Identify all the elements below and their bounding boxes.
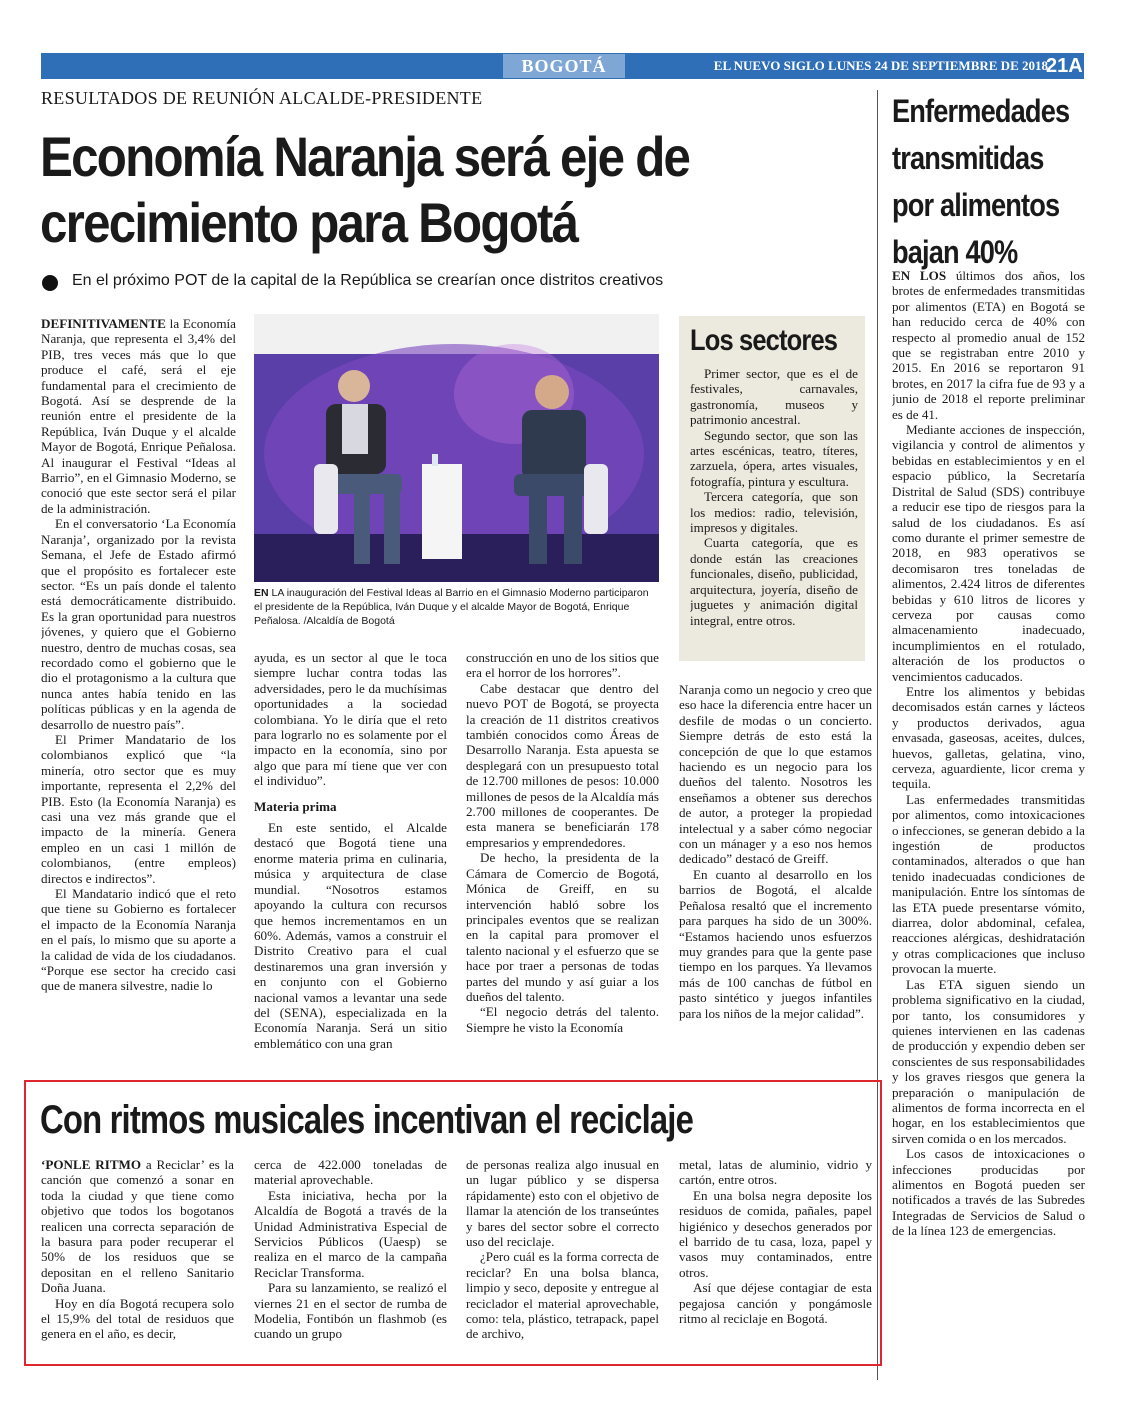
main-column-2 xyxy=(254,650,447,1064)
paragraph-text: Cabe destacar que dentro del nuevo POT de Bogotá, se proyecta la creación de 11 distritos creativos también conocidos como Áreas de Desarrollo Naranja. Esta apuesta se desplegará con un presupuesto total de 12.700 millones de pesos: 10.000 millones de pesos de la Alcaldía más 2.700 millones de cooperantes. De esta manera se beneficiarán 178 empresarios y emprendedores. xyxy=(466,680,659,850)
sidebar-title: Los sectores xyxy=(690,324,838,357)
publication-date: EL NUEVO SIGLO LUNES 24 DE SEPTIEMBRE DE 2018 xyxy=(713,58,1048,73)
paragraph xyxy=(466,850,659,1004)
paragraph xyxy=(679,1157,872,1188)
lead-in: DEFINITIVAMENTE xyxy=(41,316,166,331)
bottom-article-headline: Con ritmos musicales incentivan el reciclaje xyxy=(40,1098,694,1142)
article-headline: Economía Naranja será eje de crecimiento para Bogotá xyxy=(40,125,690,254)
paragraph-text: En cuanto al desarrollo en los barrios de Bogotá, el alcalde Peñalosa resaltó que el incremento para parques ha sido de un 300%. “Estamos haciendo unos esfuerzos muy grandes para que la gente pase tiempo en los parques. Ya llevamos más de 100 canchas de fútbol en pasto sintético y juegos infantiles para los niños de la mejor calidad”. xyxy=(679,866,872,1021)
paragraph-text: En el conversatorio ‘La Economía Naranja’, organizado por la revista Semana, el Jefe de Estado afirmó que el propósito es fortalecer este sector. “Es un país donde el talento está democráticamente distribuido. Es la gran oportunidad para nuestros jóvenes, y quiero que el Gobierno nuestro, dentro de muchas cosas, sea recordado como el gobierno que le dio el protagonismo a la cultura que nunca antes había tenido en las políticas públicas y en la agenda de desarrollo de nuestro país”. xyxy=(41,516,236,732)
paragraph xyxy=(254,1157,447,1188)
article-photo xyxy=(254,314,659,582)
main-column-4 xyxy=(679,682,872,1064)
paragraph xyxy=(466,1249,659,1341)
sidebar-paragraph: Primer sector, que es el de festivales, carnavales, gastronomía, museos y patrimonio ancestral. xyxy=(690,366,858,428)
paragraph-text: Para su lanzamiento, se realizó el viernes 21 en el sector de rumba de Modelia, Fontibón un flashmob (es cuando un grupo xyxy=(254,1280,447,1342)
sidebar-body xyxy=(690,366,858,656)
paragraph-text: metal, latas de aluminio, vidrio y cartón, entre otros. xyxy=(679,1157,872,1188)
paragraph xyxy=(254,1188,447,1280)
paragraph xyxy=(41,886,236,994)
paragraph-text: Las ETA siguen siendo un problema significativo en la ciudad, por tanto, los consumidores y quienes intervienen en las cadenas de producción y expendio deben ser conscientes de sus responsabilidades y los graves riesgos que genera la preparación o manipulación de alimentos de forma incorrecta en el hogar, en los establecimientos que sirven comida o en los mercados. xyxy=(892,976,1085,1146)
paragraph-text: En una bolsa negra deposite los residuos de comida, pañales, papel higiénico y desechos generados por el barrido de tu casa, loza, papel y vasos muy contaminados, entre otros. xyxy=(679,1187,872,1280)
paragraph-text: En este sentido, el Alcalde destacó que Bogotá tiene una enorme materia prima en culinaria, música y arquitectura de clase mundial. “Nosotros estamos apoyando la cultura con recursos que hemos incrementamos en un 60%. Además, vamos a construir el Distrito Creativo para el cual destinaremos una gran inversión y en conjunto con el Gobierno nacional vamos a levantar una sede del (SENA), especializada en la Economía Naranja. Será un sitio emblemático con una gran xyxy=(254,820,447,1051)
bottom-column-4 xyxy=(679,1157,872,1357)
paragraph xyxy=(892,422,1085,684)
bullet-icon xyxy=(42,275,58,291)
lead-in: ‘PONLE RITMO xyxy=(41,1157,142,1172)
right-article-headline: Enfermedades transmitidas por alimentos bajan 40% xyxy=(892,93,1070,270)
paragraph xyxy=(466,1004,659,1035)
paragraph xyxy=(254,820,447,1051)
paragraph-text: construcción en uno de los sitios que era el horror de los horrores”. xyxy=(466,650,659,681)
paragraph xyxy=(679,1280,872,1326)
paragraph xyxy=(466,650,659,681)
paragraph-text: la Economía Naranja, que representa el 3,4% del PIB, tres veces más que lo que produce el café, será el eje fundamental para el crecimiento de Bogotá. Así se desprende de la reunión entre el presidente de la República, Iván Duque y el alcalde Mayor de Bogotá, Enrique Peñalosa. Al inaugurar el Festival “Ideas al Barrio”, en el Gimnasio Moderno, se conoció que este sector será el pilar de la administración. xyxy=(41,316,236,516)
paragraph xyxy=(679,867,872,1021)
sidebar-paragraph: Tercera categoría, que son los medios: radio, televisión, impresos y digitales. xyxy=(690,489,858,536)
article-subhead: En el próximo POT de la capital de la República se crearían once distritos creativos xyxy=(72,272,664,289)
main-column-1 xyxy=(41,316,236,1064)
paragraph xyxy=(892,792,1085,977)
paragraph-text: El Primer Mandatario de los colombianos explicó que “la minería, otro sector que es muy importante, representa el 2,2% del PIB. Esto (la Economía Naranja) es casi una vez más grande que el impacto de la minería. Genera empleo en un casi 1 millón de colombianos, (entre empleos) directos e indirectos”. xyxy=(41,731,236,886)
paragraph-text: Los casos de intoxicaciones o infecciones producidas por alimentos en Bogotá pueden ser notificados a través de las Subredes Integradas de Servicios de Salud o de la línea 123 de emergencias. xyxy=(892,1146,1085,1239)
paragraph xyxy=(254,1280,447,1342)
paragraph-text: Esta iniciativa, hecha por la Alcaldía de Bogotá a través de la Unidad Administrativa Especial de Servicios Públicos (Uaesp) se realiza en el marco de la campaña Reciclar Transforma. xyxy=(254,1187,447,1280)
paragraph xyxy=(41,732,236,886)
paragraph-text: cerca de 422.000 toneladas de material aprovechable. xyxy=(254,1157,447,1188)
paragraph xyxy=(892,977,1085,1146)
paragraph xyxy=(254,650,447,789)
sidebar-paragraph: Cuarta categoría, que es donde están las creaciones funcionales, diseño, publicidad, arquitectura, joyería, diseño de juguetes y animación digital integral, entre otros. xyxy=(690,535,858,628)
sidebar-paragraph: Segundo sector, que son las artes escénicas, teatro, títeres, zarzuela, ópera, artes visuales, fotografía, pintura y escultura. xyxy=(690,427,858,489)
bottom-column-1 xyxy=(41,1157,234,1357)
bottom-column-3 xyxy=(466,1157,659,1357)
paragraph-text: El Mandatario indicó que el reto que tiene su Gobierno es fortalecer el impacto de la Economía Naranja en el país, lo mismo que su aporte a la calidad de vida de los ciudadanos. “Porque ese sector ha crecido casi que de manera silvestre, nadie lo xyxy=(41,886,236,994)
bottom-column-2 xyxy=(254,1157,447,1357)
paragraph-text: Las enfermedades transmitidas por alimentos, como intoxicaciones o infecciones, se generan debido a la ingestión de productos contaminados, alterados o que han tenido inadecuadas condiciones de manipulación. Entre los síntomas de las ETA puede presentarse vómito, diarrea, dolor abdominal, cefalea, reacciones alérgicas, deshidratación y otras complicaciones que incluso provocan la muerte. xyxy=(892,791,1085,977)
paragraph-text: ayuda, es un sector al que le toca siempre luchar contra todas las adversidades, pero le da muchísimas oportunidades a la sociedad colombiana. Yo le diría que el reto para lograrlo no es solamente por el impacto en la economía, sino por algo que para mí tiene que ver con el individuo”. xyxy=(254,650,447,789)
paragraph xyxy=(679,682,872,867)
paragraph-text: Hoy en día Bogotá recupera solo el 15,9% del total de residuos que genera en el año, es decir, xyxy=(41,1295,234,1342)
paragraph-text: ¿Pero cuál es la forma correcta de reciclar? En una bolsa blanca, limpio y seco, deposite y entregue al reciclador el material aprovechable, como: tela, plástico, tetrapack, papel de archivo, xyxy=(466,1249,659,1342)
photo-illustration xyxy=(254,314,659,582)
caption-lead: EN xyxy=(254,587,269,599)
paragraph-text: Así que déjese contagiar de esta pegajosa canción y pongámosle ritmo al reciclaje en Bogotá. xyxy=(679,1280,872,1327)
paragraph-text: De hecho, la presidenta de la Cámara de Comercio de Bogotá, Mónica de Greiff, en su intervención habló sobre los principales eventos que se realizan en la capital para promover el talento nacional y el esfuerzo que se hace por traer a personas de todas partes del mundo y así guiar a los dueños del talento. xyxy=(466,850,659,1004)
paragraph-text: de personas realiza algo inusual en un lugar público y se dispersa rápidamente) esto con el objetivo de llamar la atención de los transeúntes y bares del sector sobre el correcto uso del reciclaje. xyxy=(466,1157,659,1250)
paragraph-text: “El negocio detrás del talento. Siempre he visto la Economía xyxy=(466,1004,659,1035)
paragraph-text: Mediante acciones de inspección, vigilancia y control de alimentos y bebidas en establecimientos y en el espacio público, la Secretaría Distrital de Salud (SDS) contribuye a reducir ese tipo de riesgos para la salud de los ciudadanos. Es así como durante el primer semestre de 2018, en 983 operativos se decomisaron tres toneladas de alimentos, 2.424 litros de diferentes bebidas y 610 litros de licores y cerveza por causas como almacenamiento inadecuado, incumplimientos en el rotulado, alteración de los productos o vencimientos caducados. xyxy=(892,422,1085,684)
paragraph xyxy=(892,268,1085,422)
paragraph xyxy=(892,1146,1085,1238)
paragraph-text: Entre los alimentos y bebidas decomisados están carnes y lácteos y productos derivados, agua envasada, gaseosas, aceites, dulces, huevos, galletas, gelatina, vino, cerveza, aguardiente, licor crema y tequila. xyxy=(892,683,1085,792)
paragraph xyxy=(41,316,236,516)
article-kicker: RESULTADOS DE REUNIÓN ALCALDE-PRESIDENTE xyxy=(41,88,483,108)
paragraph-text: a Reciclar’ es la canción que comenzó a sonar en toda la ciudad y que tiene como objetivo que todos los bogotanos realicen una correcta separación de la basura para poder recuperar el 50% de los residuos que se depositan en el relleno Sanitario Doña Juana. xyxy=(41,1157,234,1296)
caption-text: LA inauguración del Festival Ideas al Barrio en el Gimnasio Moderno participaron el presidente de la República, Iván Duque y el alcalde Mayor de Bogotá, Enrique Peñalosa. /Alcaldía de Bogotá xyxy=(254,587,649,627)
lead-in: EN LOS xyxy=(892,268,947,283)
paragraph-text: Naranja como un negocio y creo que eso hace la diferencia entre hacer un desfile de modas o un concierto. Siempre detrás de esto está la concepción de que lo que estamos haciendo es un negocio para los dueños del talento. Nosotros les enseñamos a obtener sus derechos de autor, a proteger la propiedad intelectual y a saber cómo negociar con un mánager y a eso nos hemos dedicado” destacó de Greiff. xyxy=(679,682,872,867)
page-number: 21A xyxy=(1046,55,1083,77)
section-label: BOGOTÁ xyxy=(503,54,625,78)
paragraph xyxy=(466,681,659,850)
paragraph xyxy=(41,516,236,732)
paragraph xyxy=(466,1157,659,1249)
paragraph-text: últimos dos años, los brotes de enfermedades transmitidas por alimentos (ETA) en Bogotá se han reducido cerca de 40% con respecto al promedio anual de 152 que se registraban entre 2010 y 2015. En 2016 se reportaron 91 brotes, en 2017 la cifra fue de 93 y a junio de 2018 el reporte preliminar es de 41. xyxy=(892,268,1085,422)
paragraph xyxy=(41,1157,234,1296)
paragraph xyxy=(679,1188,872,1280)
photo-caption xyxy=(254,586,659,628)
paragraph xyxy=(41,1296,234,1342)
paragraph xyxy=(892,684,1085,792)
subheading: Materia prima xyxy=(254,798,337,814)
right-article-body xyxy=(892,268,1085,1380)
main-column-3 xyxy=(466,650,659,1064)
